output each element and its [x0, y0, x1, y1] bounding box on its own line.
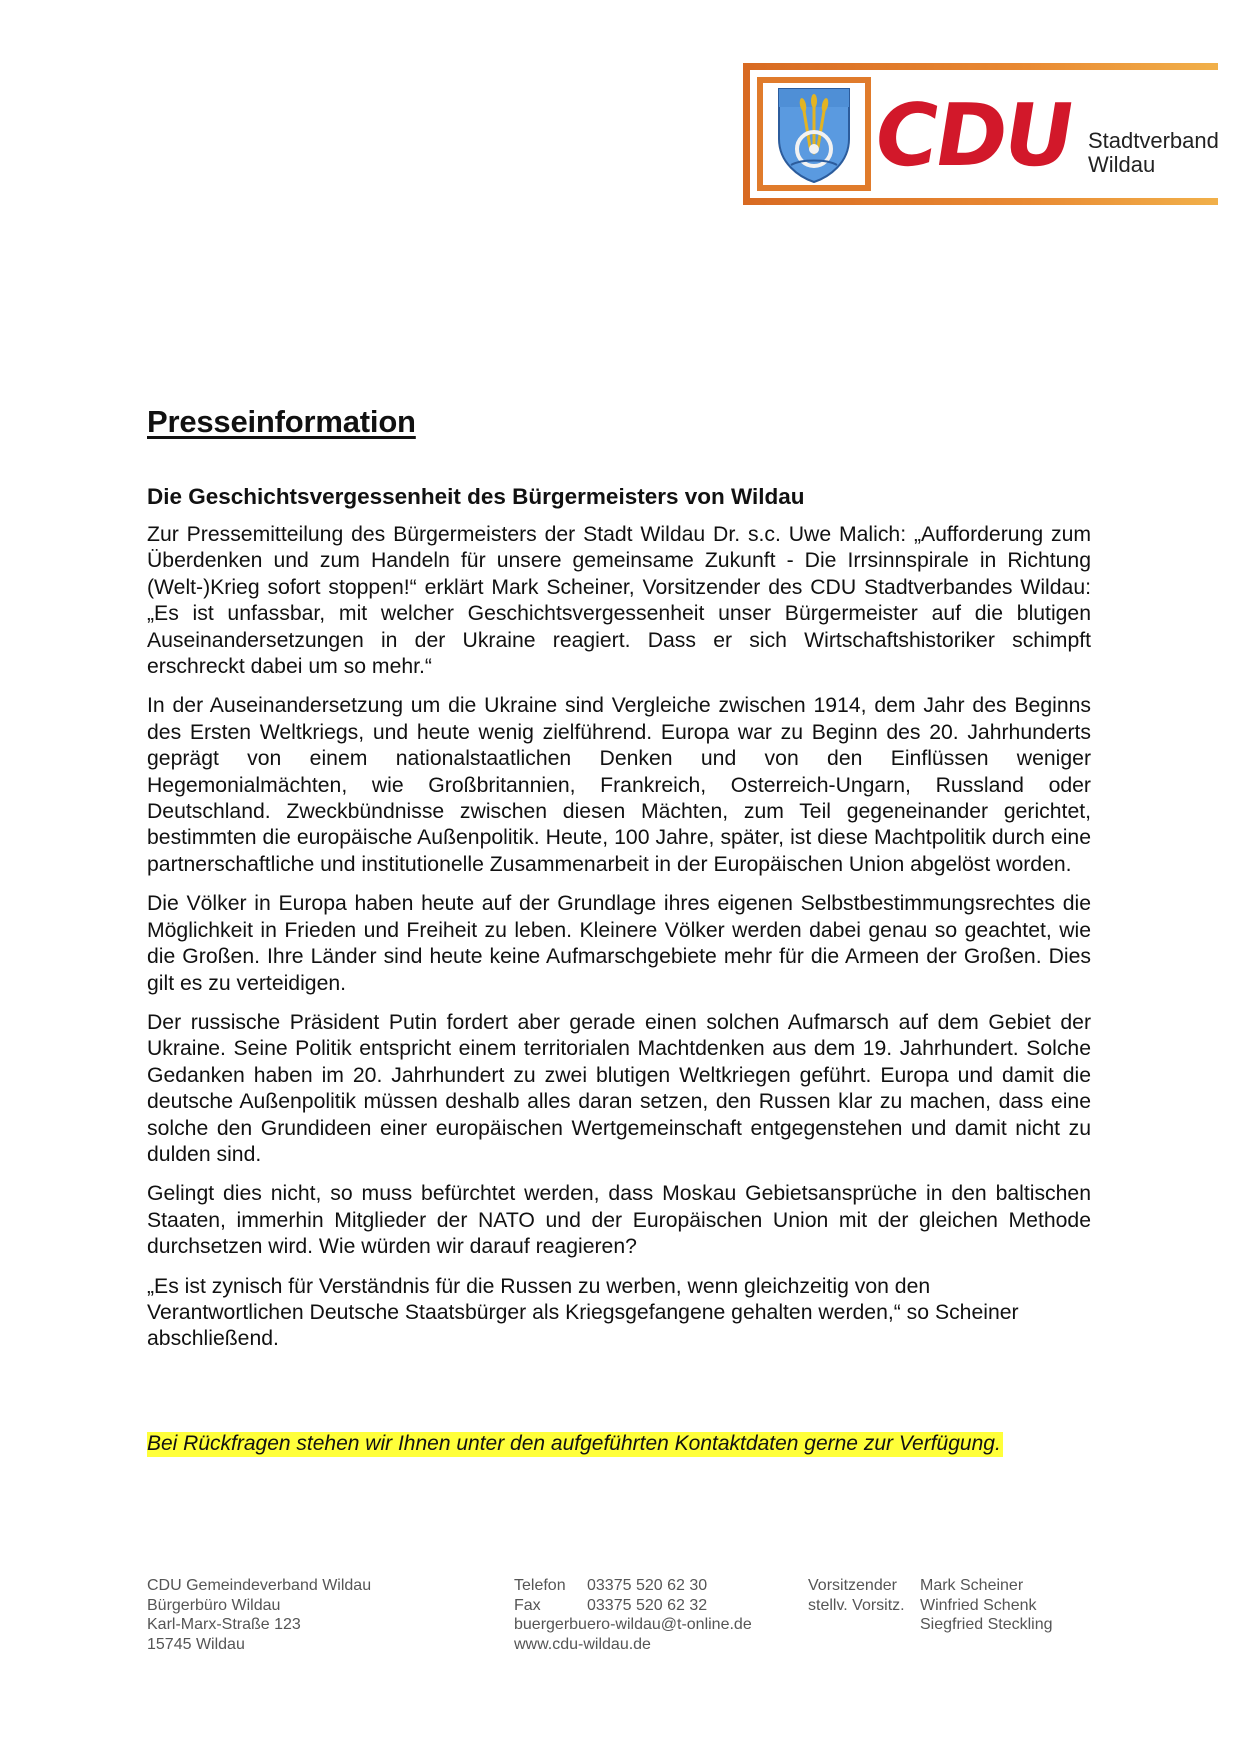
paragraph-4: Der russische Präsident Putin fordert aber gerade einen solchen Aufmarsch auf dem Gebiet der Ukraine. Seine Politik entspricht einem territorialen Machtdenken aus dem 19. Jahrhundert. Solche Gedanken haben im 20. Jahrhundert zu zwei blutigen Weltkriegen geführt. Europa und damit die deutsche Außenpolitik müssen deshalb alles daran setzen, den Russen klar zu machen, dass eine solche den Grundideen einer europäischen Wertgemeinschaft entgegenstehen und damit nicht zu dulden sind.: [147, 1010, 1091, 1166]
footer-city: 15745 Wildau: [147, 1635, 245, 1653]
logo-frame-top: [743, 63, 1218, 70]
document-headline: Die Geschichtsvergessenheit des Bürgermeisters von Wildau: [147, 484, 805, 509]
fax-label: Fax: [514, 1596, 541, 1614]
footer-contact: [514, 1576, 752, 1654]
document-body: [147, 522, 1091, 1366]
contact-note: [147, 1431, 1003, 1457]
logo-frame-left: [743, 63, 750, 205]
logo-subtitle-line2: Wildau: [1088, 152, 1156, 177]
deputy-name-1: Winfried Schenk: [920, 1596, 1037, 1614]
crest-box: [757, 77, 871, 191]
chair-label: Vorsitzender: [808, 1577, 897, 1594]
email-link[interactable]: buergerbuero-wildau@t-online.de: [514, 1616, 752, 1633]
wildau-coat-of-arms-icon: [777, 87, 851, 183]
contact-note-text: Bei Rückfragen stehen wir Ihnen unter den aufgeführten Kontaktdaten gerne zur Verfügung.: [147, 1432, 1001, 1455]
logo-subtitle: [1088, 129, 1219, 177]
paragraph-2: In der Auseinandersetzung um die Ukraine sind Vergleiche zwischen 1914, dem Jahr des Beginns des Ersten Weltkriegs, und heute wenig zielführend. Europa war zu Beginn des 20. Jahrhunderts geprägt von einem nationalstaatlichen Denken und von den Einflüssen weniger Hegemonialmächten, wie Großbritannien, Frankreich, Osterreich-Ungarn, Russland oder Deutschland. Zweckbündnisse zwischen diesen Mächten, zum Teil gegeneinander gerichtet, bestimmten die europäische Außenpolitik. Heute, 100 Jahre, später, ist diese Machtpolitik durch eine partnerschaftliche und institutionelle Zusammenarbeit in der Europäischen Union abgelöst worden.: [147, 694, 1091, 876]
deputy-label: stellv. Vorsitz.: [808, 1596, 905, 1614]
footer-board: [808, 1576, 1053, 1635]
logo-frame-bottom: [743, 198, 1218, 205]
footer-org: CDU Gemeindeverband Wildau: [147, 1577, 372, 1594]
footer-address: [147, 1576, 371, 1654]
fax-number: 03375 520 62 32: [587, 1596, 708, 1614]
phone-number: 03375 520 62 30: [587, 1577, 708, 1594]
phone-label: Telefon: [514, 1577, 566, 1594]
paragraph-3: Die Völker in Europa haben heute auf der Grundlage ihres eigenen Selbstbestimmungsrechtes die Möglichkeit in Frieden und Freiheit zu leben. Kleinere Völker werden dabei genau so geachtet, wie die Großen. Ihre Länder sind heute keine Aufmarschgebiete mehr für die Armeen der Großen. Dies gilt es zu verteidigen.: [147, 892, 1091, 995]
paragraph-1: Zur Pressemitteilung des Bürgermeisters der Stadt Wildau Dr. s.c. Uwe Malich: „Aufforderung zum Überdenken und zum Handeln für unsere gemeinsame Zukunft - Die Irrsinnspirale in Richtung (Welt-)Krieg sofort stoppen!“ erklärt Mark Scheiner, Vorsitzender des CDU Stadtverbandes Wildau: „Es ist unfassbar, mit welcher Geschichtsvergessenheit unser Bürgermeister auf die blutigen Auseinandersetzungen in der Ukraine reagiert. Dass er sich Wirtschaftshistoriker schimpft erschreckt dabei um so mehr.“: [147, 523, 1091, 679]
paragraph-5: Gelingt dies nicht, so muss befürchtet werden, dass Moskau Gebietsansprüche in den baltischen Staaten, immerhin Mitglieder der NATO und der Europäischen Union mit der gleichen Methode durchsetzen wird. Wie würden wir darauf reagieren?: [147, 1182, 1091, 1259]
chair-name: Mark Scheiner: [920, 1577, 1024, 1594]
cdu-logo: [743, 63, 1218, 205]
deputy-name-2: Siegfried Steckling: [920, 1616, 1053, 1633]
cdu-brand-text: CDU: [874, 86, 1074, 186]
document-title: Presseinformation: [147, 404, 416, 439]
footer-office: Bürgerbüro Wildau: [147, 1596, 281, 1614]
website-link[interactable]: www.cdu-wildau.de: [514, 1635, 651, 1653]
logo-subtitle-line1: Stadtverband: [1088, 128, 1219, 153]
paragraph-6: „Es ist zynisch für Verständnis für die Russen zu werben, wenn gleichzeitig von den Verantwortlichen Deutsche Staatsbürger als Kriegsgefangene gehalten werden,“ so Scheiner abschließend.: [147, 1274, 1019, 1351]
footer-street: Karl-Marx-Straße 123: [147, 1616, 301, 1633]
